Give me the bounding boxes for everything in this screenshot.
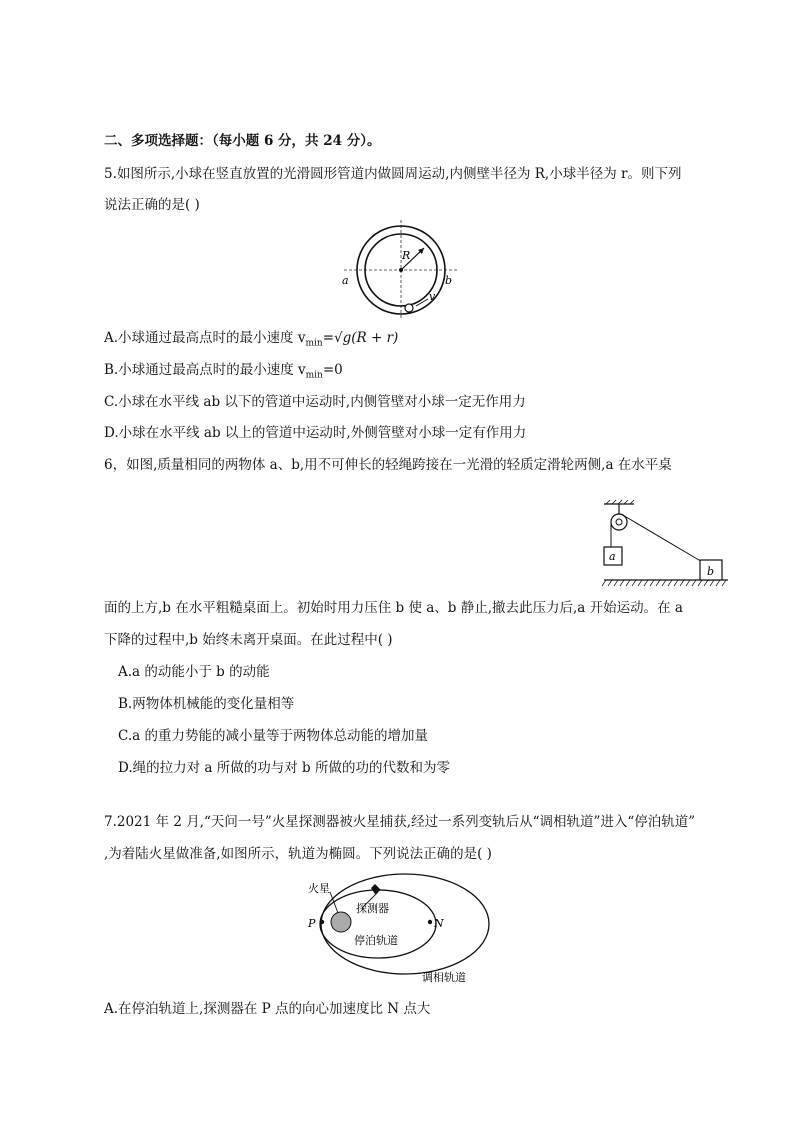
q5-circular-tube-figure bbox=[336, 220, 466, 320]
q7-label-parking-orbit: 停泊轨道 bbox=[354, 934, 398, 947]
q5-label-R: R bbox=[402, 249, 411, 262]
q6-label-a: a bbox=[609, 550, 616, 563]
q5-label-a: a bbox=[342, 274, 349, 287]
q5-option-b: B.小球通过最高点时的最小速度 $v_{min}=0$ bbox=[104, 362, 343, 381]
q7-stem-line2: ,为着陆火星做准备,如图所示，轨道为椭圆。下列说法正确的是( ) bbox=[104, 846, 492, 862]
q6-stem-line1: 6，如图,质量相同的两物体 a、b,用不可伸长的轻绳跨接在一光滑的轻质定滑轮两侧,a 在水平桌 bbox=[104, 457, 672, 473]
q6-label-b: b bbox=[707, 565, 715, 578]
q7-label-phasing-orbit: 调相轨道 bbox=[422, 971, 466, 984]
q7-label-P: P bbox=[308, 917, 316, 930]
q6-stem-line2: 面的上方,b 在水平粗糙桌面上。初始时用力压住 b 使 a、b 静止,撤去此压力后,a 开始运动。在 a bbox=[104, 600, 683, 616]
q5-option-c: C.小球在水平线 ab 以下的管道中运动时,内侧管壁对小球一定无作用力 bbox=[104, 394, 526, 410]
q7-label-mars: 火星 bbox=[308, 882, 330, 895]
q6-stem-line3: 下降的过程中,b 始终未离开桌面。在此过程中( ) bbox=[104, 632, 393, 648]
q7-label-N: N bbox=[434, 917, 444, 930]
q5-stem-line1: 5.如图所示,小球在竖直放置的光滑圆形管道内做圆周运动,内侧壁半径为 R,小球半径为 r。则下列 bbox=[104, 166, 682, 182]
q6-option-d: D.绳的拉力对 a 所做的功与对 b 所做的功的代数和为零 bbox=[118, 760, 450, 776]
q7-option-a: A.在停泊轨道上,探测器在 P 点的向心加速度比 N 点大 bbox=[104, 1001, 431, 1017]
q5-option-d: D.小球在水平线 ab 以上的管道中运动时,外侧管壁对小球一定有作用力 bbox=[104, 425, 527, 441]
q6-option-b: B.两物体机械能的变化量相等 bbox=[118, 696, 295, 712]
q7-label-probe: 探测器 bbox=[356, 902, 389, 915]
q5-label-b: b bbox=[445, 274, 453, 287]
q7-stem-line1: 7.2021 年 2 月,“天问一号”火星探测器被火星捕获,经过一系列变轨后从“调相轨道”进入“停泊轨道” bbox=[104, 814, 696, 830]
q6-pulley-figure bbox=[600, 500, 730, 590]
q5-option-a: A.小球通过最高点时的最小速度 $v_{min}=√g(R + r)$ bbox=[104, 330, 399, 349]
q7-orbit-figure bbox=[300, 872, 500, 987]
q5-stem-line2: 说法正确的是( ) bbox=[104, 197, 200, 213]
q6-option-a: A.a 的动能小于 b 的动能 bbox=[118, 664, 270, 680]
q6-option-c: C.a 的重力势能的减小量等于两物体总动能的增加量 bbox=[118, 728, 428, 744]
q5-label-v: v bbox=[429, 290, 436, 303]
section-heading: 二、多项选择题：（每小题 6 分，共 24 分）。 bbox=[104, 133, 381, 149]
